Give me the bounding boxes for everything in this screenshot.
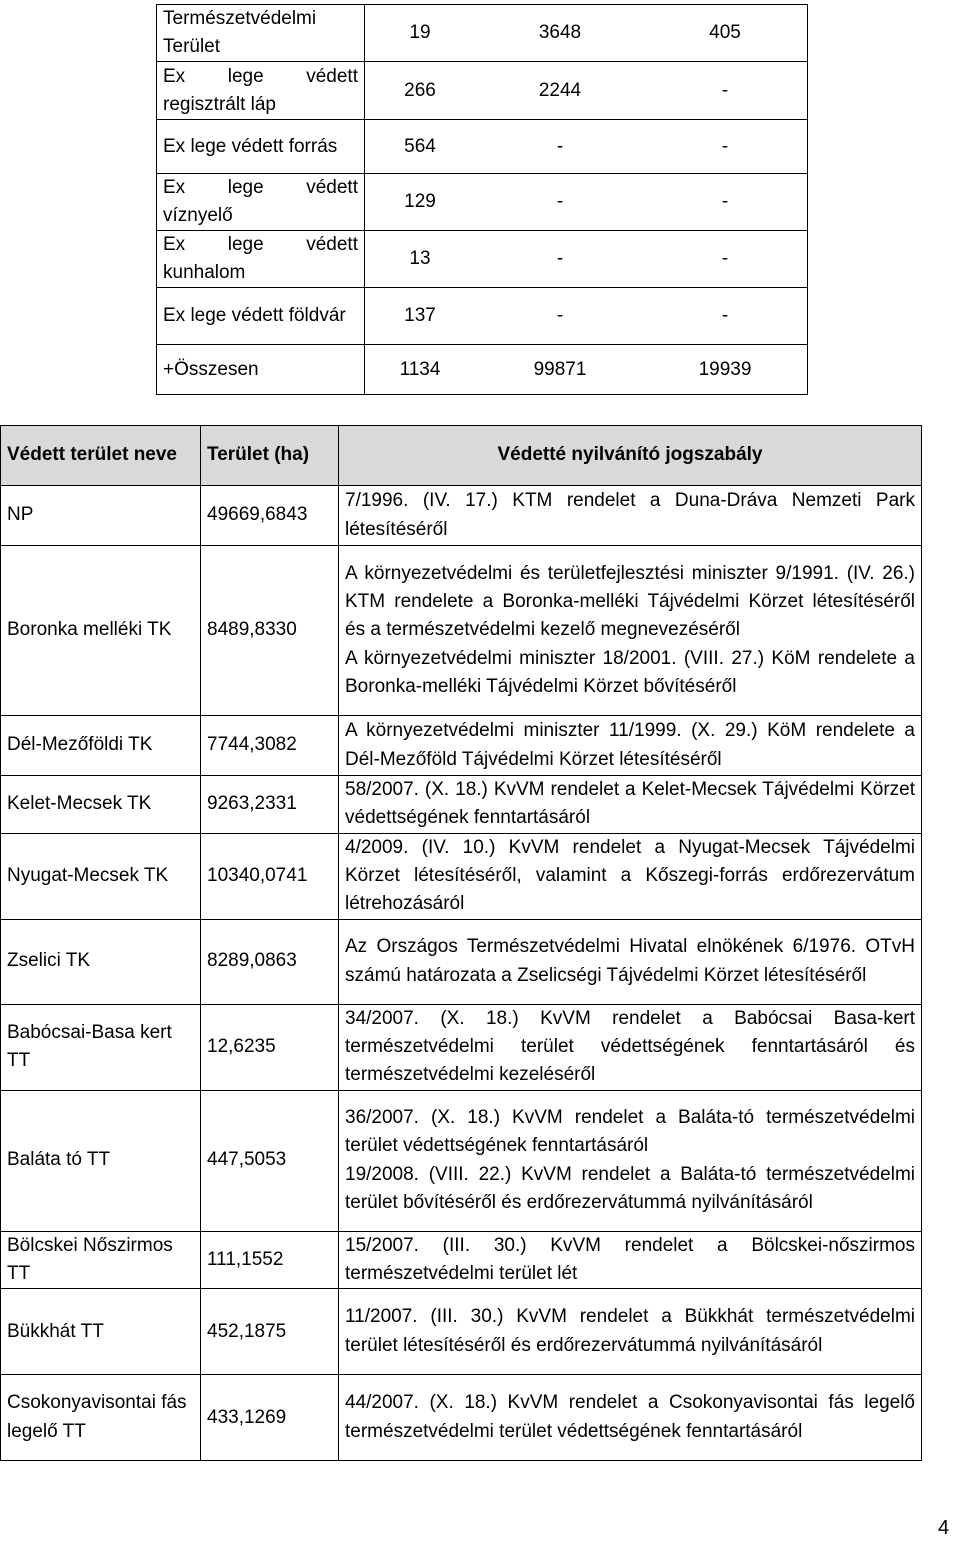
table-row [1, 716, 922, 776]
area-name: Nyugat-Mecsek TK [1, 833, 201, 919]
top-summary-table [156, 4, 808, 395]
table-row [1, 1289, 922, 1375]
law-text: A környezetvédelmi miniszter 18/2001. (VIII. 27.) KöM rendelete a Boronka-melléki Tájvédelmi Körzet bővítéséről [345, 647, 915, 697]
law-text: 7/1996. (IV. 17.) KTM rendelet a Duna-Dráva Nemzeti Park létesítéséről [339, 486, 922, 546]
value-cell: - [721, 135, 729, 157]
law-text: 34/2007. (X. 18.) KvVM rendelet a Babócsai Basa-kert természetvédelmi terület védettségének fenntartásáról és természetvédelmi kezeléséről [339, 1004, 922, 1090]
value-cell: - [556, 135, 564, 157]
table-row [157, 62, 808, 120]
value-cell: - [721, 191, 729, 212]
area-name: Boronka melléki TK [1, 546, 201, 716]
area-name: Bükkhát TT [1, 1289, 201, 1375]
row-label: +Összesen [157, 345, 365, 395]
header-name: Védett terület neve [1, 426, 201, 486]
law-text: 15/2007. (III. 30.) KvVM rendelet a Bölcskei-nőszirmos természetvédelmi terület lét [339, 1231, 922, 1289]
table-row [157, 5, 808, 62]
value-cell: - [721, 79, 729, 101]
area-size: 433,1269 [201, 1375, 339, 1461]
table-row [157, 231, 808, 288]
table-row [1, 1004, 922, 1090]
area-name: Csokonyavisontai fás legelő TT [1, 1375, 201, 1461]
law-text: A környezetvédelmi miniszter 11/1999. (X. 29.) KöM rendelete a Dél-Mezőföld Tájvédelmi Körzet létesítéséről [339, 716, 922, 776]
row-label: Természetvédelmi Terület [157, 5, 365, 62]
law-text: Az Országos Természetvédelmi Hivatal elnökének 6/1976. OTvH számú határozata a Zselicségi Tájvédelmi Körzet létesítéséről [339, 919, 922, 1004]
area-size: 7744,3082 [201, 716, 339, 776]
table-row [1, 486, 922, 546]
area-name: Kelet-Mecsek TK [1, 776, 201, 834]
row-label: Ex lege védett regisztrált láp [157, 62, 365, 120]
table-row [157, 288, 808, 345]
table-row-total [157, 345, 808, 395]
area-size: 8489,8330 [201, 546, 339, 716]
value-cell: 3648 [538, 22, 582, 43]
value-cell: 1134 [399, 358, 441, 380]
table-row [1, 919, 922, 1004]
value-cell: 137 [404, 305, 436, 326]
row-label: Ex lege védett víznyelő [157, 174, 365, 231]
value-cell: - [556, 248, 564, 269]
law-text: 36/2007. (X. 18.) KvVM rendelet a Baláta-tó természetvédelmi terület védettségének fenntartásáról [345, 1107, 915, 1157]
value-cell: 19939 [698, 358, 752, 380]
row-label: Ex lege védett forrás [157, 120, 365, 174]
value-cell: - [556, 305, 564, 326]
area-size: 8289,0863 [201, 919, 339, 1004]
law-text: 44/2007. (X. 18.) KvVM rendelet a Csokonyavisontai fás legelő természetvédelmi terület védettségének fenntartásáról [339, 1375, 922, 1461]
area-name: Bölcskei Nőszirmos TT [1, 1231, 201, 1289]
law-text: 4/2009. (IV. 10.) KvVM rendelet a Nyugat-Mecsek Tájvédelmi Körzet létesítéséről, valamint a Kőszegi-forrás erdőrezervátum létrehozásáról [339, 833, 922, 919]
area-size: 12,6235 [201, 1004, 339, 1090]
law-text: 19/2008. (VIII. 22.) KvVM rendelet a Baláta-tó természetvédelmi terület bővítéséről és erdőrezervátummá nyilvánításáról [345, 1163, 915, 1213]
value-cell: 13 [409, 248, 431, 269]
area-size: 9263,2331 [201, 776, 339, 834]
page-number: 4 [938, 1517, 950, 1539]
table-row [1, 1090, 922, 1231]
protected-areas-table [0, 425, 922, 1461]
value-cell: - [556, 191, 564, 212]
value-cell: 2244 [538, 79, 582, 101]
value-cell: 564 [404, 135, 436, 157]
value-cell: - [721, 248, 729, 269]
area-size: 49669,6843 [201, 486, 339, 546]
area-size: 10340,0741 [201, 833, 339, 919]
table-row [1, 776, 922, 834]
table-row [1, 546, 922, 716]
area-size: 452,1875 [201, 1289, 339, 1375]
table-row [1, 833, 922, 919]
area-name: Baláta tó TT [1, 1090, 201, 1231]
value-cell: - [721, 305, 729, 326]
header-law: Védetté nyilvánító jogszabály [339, 426, 922, 486]
law-text: A környezetvédelmi és területfejlesztési miniszter 9/1991. (IV. 26.) KTM rendelete a Boronka-melléki Tájvédelmi Körzet létesítéséről és a természetvédelmi kezelő megnevezéséről [345, 562, 915, 641]
table-header-row [1, 426, 922, 486]
area-name: Zselici TK [1, 919, 201, 1004]
area-size: 447,5053 [201, 1090, 339, 1231]
value-cell: 99871 [533, 358, 587, 380]
value-cell: 266 [404, 79, 436, 101]
table-row [1, 1375, 922, 1461]
law-text: 11/2007. (III. 30.) KvVM rendelet a Bükkhát természetvédelmi terület létesítéséről és erdőrezervátummá nyilvánításáról [339, 1289, 922, 1375]
table-row [157, 174, 808, 231]
header-area: Terület (ha) [201, 426, 339, 486]
row-label: Ex lege védett kunhalom [157, 231, 365, 288]
area-name: Dél-Mezőföldi TK [1, 716, 201, 776]
value-cell: 405 [709, 22, 741, 43]
value-cell: 19 [409, 22, 431, 43]
row-label: Ex lege védett földvár [157, 288, 365, 345]
area-size: 111,1552 [201, 1231, 339, 1289]
value-cell: 129 [404, 191, 436, 212]
law-text: 58/2007. (X. 18.) KvVM rendelet a Kelet-Mecsek Tájvédelmi Körzet védettségének fenntartásáról [339, 776, 922, 834]
table-row [157, 120, 808, 174]
area-name: Babócsai-Basa kert TT [1, 1004, 201, 1090]
table-row [1, 1231, 922, 1289]
area-name: NP [1, 486, 201, 546]
